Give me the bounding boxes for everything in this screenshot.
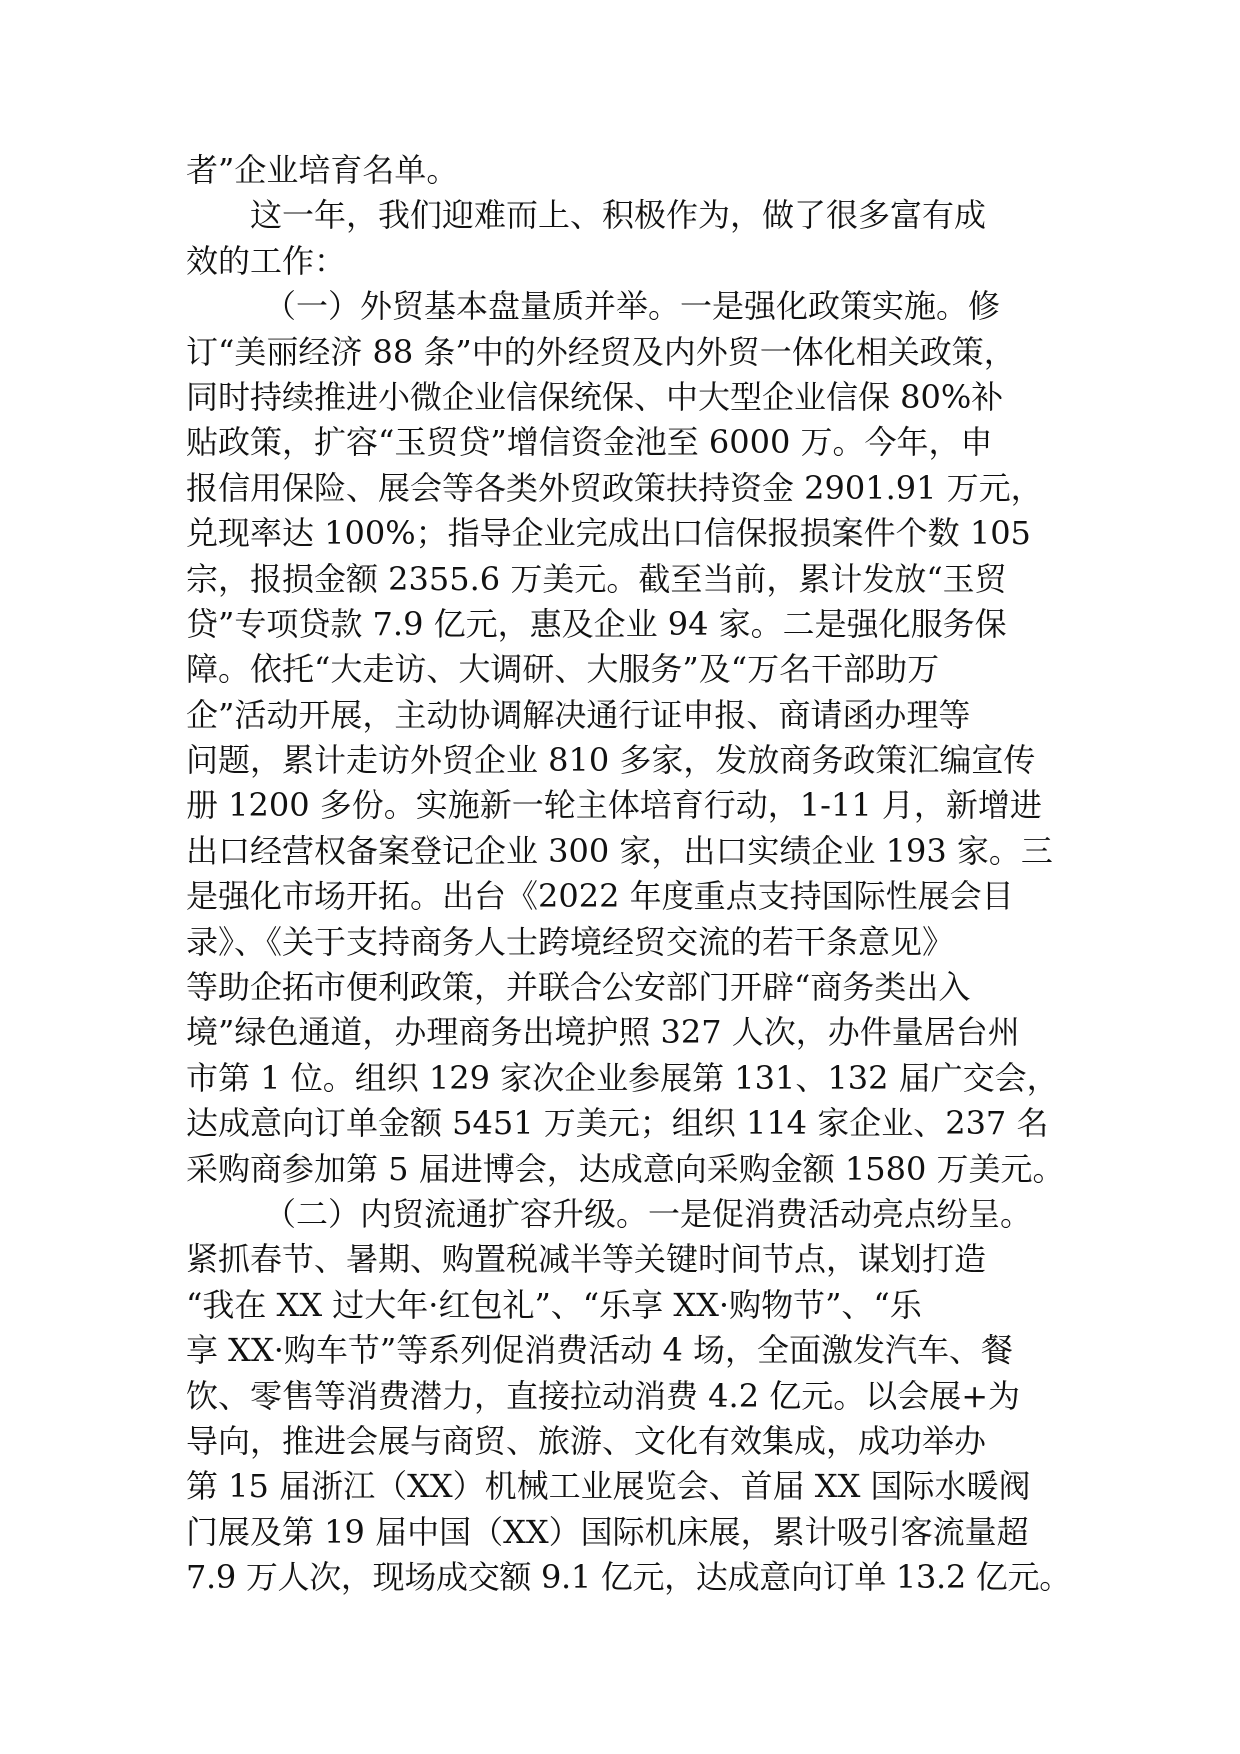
text-line: 企”活动开展，主动协调解决通行证申报、商请函办理等 (186, 695, 971, 734)
text-line: （二）内贸流通扩容升级。一是促消费活动亮点纷呈。 (264, 1194, 1033, 1233)
text-line: 障。依托“大走访、大调研、大服务”及“万名干部助万 (186, 650, 940, 689)
text-line: 享 XX·购车节”等系列促消费活动 4 场，全面激发汽车、餐 (186, 1331, 1013, 1370)
text-line: 采购商参加第 5 届进博会，达成意向采购金额 1580 万美元。 (186, 1149, 1065, 1188)
text-line: 第 15 届浙江（XX）机械工业展览会、首届 XX 国际水暖阀 (186, 1467, 1031, 1506)
text-line: 7.9 万人次，现场成交额 9.1 亿元，达成意向订单 13.2 亿元。 (186, 1558, 1071, 1597)
text-line: 宗，报损金额 2355.6 万美元。截至当前，累计发放“玉贸 (186, 559, 1007, 598)
text-line: 者”企业培育名单。 (186, 151, 459, 189)
text-line: 导向，推进会展与商贸、旅游、文化有效集成，成功举办 (186, 1421, 987, 1460)
text-line: 境”绿色通道，办理商务出境护照 327 人次，办件量居台州 (186, 1013, 1020, 1052)
text-line: （一）外贸基本盘量质并举。一是强化政策实施。修 (264, 287, 1001, 326)
text-line: 贴政策，扩容“玉贸贷”增信资金池至 6000 万。今年，申 (186, 423, 993, 462)
text-line: 门展及第 19 届中国（XX）国际机床展，累计吸引客流量超 (186, 1512, 1029, 1551)
text-line: 饮、零售等消费潜力，直接拉动消费 4.2 亿元。以会展+为 (186, 1376, 1021, 1415)
text-line: 等助企拓市便利政策，并联合公安部门开辟“商务类出入 (186, 968, 971, 1007)
text-line: 报信用保险、展会等各类外贸政策扶持资金 2901.91 万元， (186, 468, 1043, 507)
text-line: 是强化市场开拓。出台《2022 年度重点支持国际性展会目 (186, 877, 1014, 916)
text-line: 效的工作： (186, 241, 347, 280)
text-line: 兑现率达 100%；指导企业完成出口信保报损案件个数 105 (186, 514, 1031, 553)
text-line: 市第 1 位。组织 129 家次企业参展第 131、132 届广交会， (186, 1058, 1059, 1097)
text-line: 录》、《关于支持商务人士跨境经贸交流的若干条意见》 (186, 922, 955, 961)
text-line: 这一年，我们迎难而上、积极作为，做了很多富有成 (250, 196, 987, 235)
text-line: 问题，累计走访外贸企业 810 多家，发放商务政策汇编宣传 (186, 741, 1036, 780)
document-body (186, 148, 1071, 1601)
text-line: 紧抓春节、暑期、购置税减半等关键时间节点，谋划打造 (186, 1240, 987, 1279)
text-line: “我在 XX 过大年·红包礼”、“乐享 XX·购物节”、“乐 (186, 1285, 922, 1324)
text-line: 订“美丽经济 88 条”中的外经贸及内外贸一体化相关政策， (186, 332, 1016, 371)
text-line: 同时持续推进小微企业信保统保、中大型企业信保 80%补 (186, 377, 1004, 416)
text-line: 贷”专项贷款 7.9 亿元，惠及企业 94 家。二是强化服务保 (186, 604, 1007, 643)
text-line: 册 1200 多份。实施新一轮主体培育行动，1-11 月，新增进 (186, 786, 1042, 825)
text-line: 出口经营权备案登记企业 300 家，出口实绩企业 193 家。三 (186, 831, 1053, 870)
text-line: 达成意向订单金额 5451 万美元；组织 114 家企业、237 名 (186, 1104, 1049, 1143)
